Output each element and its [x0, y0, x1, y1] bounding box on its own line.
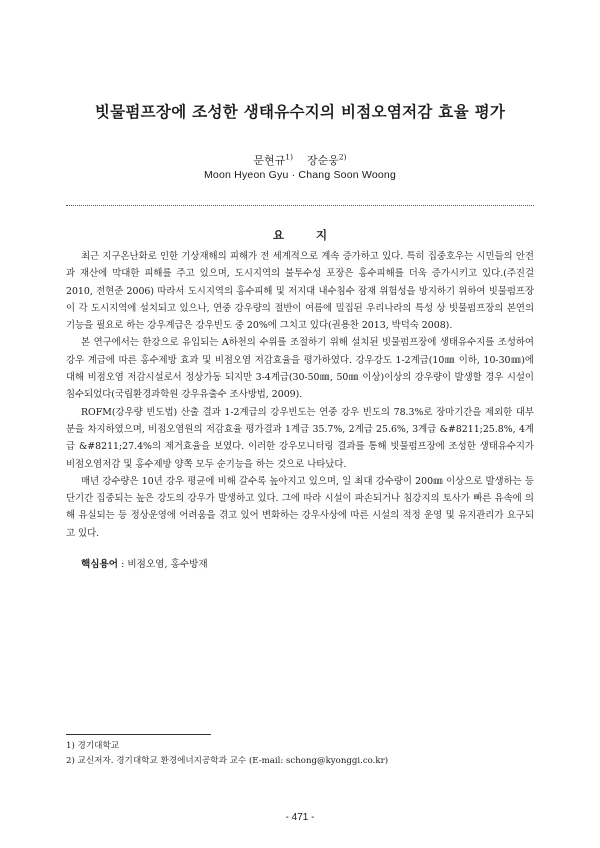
keywords-line: [81, 556, 534, 570]
authors-korean: [0, 152, 600, 168]
footnote-1: 1) 경기대학교: [66, 741, 120, 751]
header-divider: [66, 205, 534, 206]
author-1-footnote-mark[interactable]: 1): [285, 152, 293, 162]
author-2-footnote-mark[interactable]: 2): [338, 152, 347, 162]
abstract-body: [66, 248, 534, 542]
footnote-divider: [66, 734, 211, 735]
abstract-paragraph-1: 최근 지구온난화로 인한 기상재해의 피해가 전 세계적으로 계속 증가하고 있다. 특히 집중호우는 시민들의 안전과 재산에 막대한 피해를 주고 있으며, 도시지역의 불투수성 포장은 홍수피해를 더욱 증가시키고 있다.(주진걸 2010, 전현준 2006) 따라서 도시지역의 홍수피해 및 저지대 내수침수 잠재 위험성을 방지하기 위하여 빗물펌프장이 각 도시지역에 설치되고 있으나, 연중 강우량의 절반이 여름에 밀집된 우리나라의 특성 상 빗물펌프장의 본연의 기능을 필요로 하는 강우계급은 강우빈도 중 20%에 그치고 있다(권용찬 2013, 박덕숙 2008).: [66, 251, 534, 332]
page-number: - 471 -: [285, 812, 315, 823]
keywords-values: : 비점오염, 홍수방재: [118, 559, 208, 570]
abstract-paragraph-2: 본 연구에서는 한강으로 유입되는 A하천의 수위를 조절하기 위해 설치된 빗물펌프장에 생태유수지를 조성하여 강우 계급에 따른 홍수제방 효과 및 비점오염 저감효율을 평가하였다. 강우강도 1-2계급(10㎜ 이하, 10-30㎜)에 대해 비점오염 저감시설로서 정상가동 되지만 3-4계급(30-50㎜, 50㎜ 이상)이상의 강우량이 발생할 경우 시설이 침수되었다(국립환경과학원 강우유출수 조사방법, 2009).: [66, 337, 534, 401]
abstract-heading: 요 지: [272, 228, 342, 242]
author-1-name: 문현규: [253, 154, 286, 167]
paper-title: 빗물펌프장에 조성한 생태유수지의 비점오염저감 효율 평가: [94, 102, 506, 121]
keywords-label: 핵심용어: [81, 559, 119, 570]
abstract-paragraph-3: ROFM(강우량 빈도법) 산출 결과 1-2계급의 강우빈도는 연중 강우 빈도의 78.3%로 장마기간을 제외한 대부분을 차지하였으며, 비점오염원의 저감효율 평가결과 1계급 35.7%, 2계급 25.6%, 3계급 &#8211;25.8%, 4계급 &#8211;27.4%의 제거효율을 보였다. 이러한 강우모니터링 결과를 통해 빗물펌프장에 조성한 생태유수지가 비점오염저감 및 홍수제방 양쪽 모두 순기능을 하는 것으로 나타났다.: [66, 406, 534, 470]
abstract-paragraph-4: 매년 강수량은 10년 강우 평균에 비해 갈수록 높아지고 있으며, 일 최대 강수량이 200㎜ 이상으로 발생하는 등 단기간 집중되는 높은 강도의 강우가 발생하고 있다. 그에 따라 시설이 파손되거나 침강지의 토사가 빠른 유속에 의해 유실되는 등 정상운영에 어려움을 겪고 있어 변화하는 강우사상에 따른 시설의 적정 운영 및 유지관리가 요구되고 있다.: [66, 475, 534, 539]
authors-english: Moon Hyeon Gyu · Chang Soon Woong: [203, 169, 397, 181]
footnotes: [66, 739, 534, 769]
footnote-2: 2) 교신저자. 경기대학교 환경에너지공학과 교수 (E-mail: schong@kyonggi.co.kr): [66, 756, 389, 766]
author-2-name: 장순웅: [307, 154, 339, 167]
